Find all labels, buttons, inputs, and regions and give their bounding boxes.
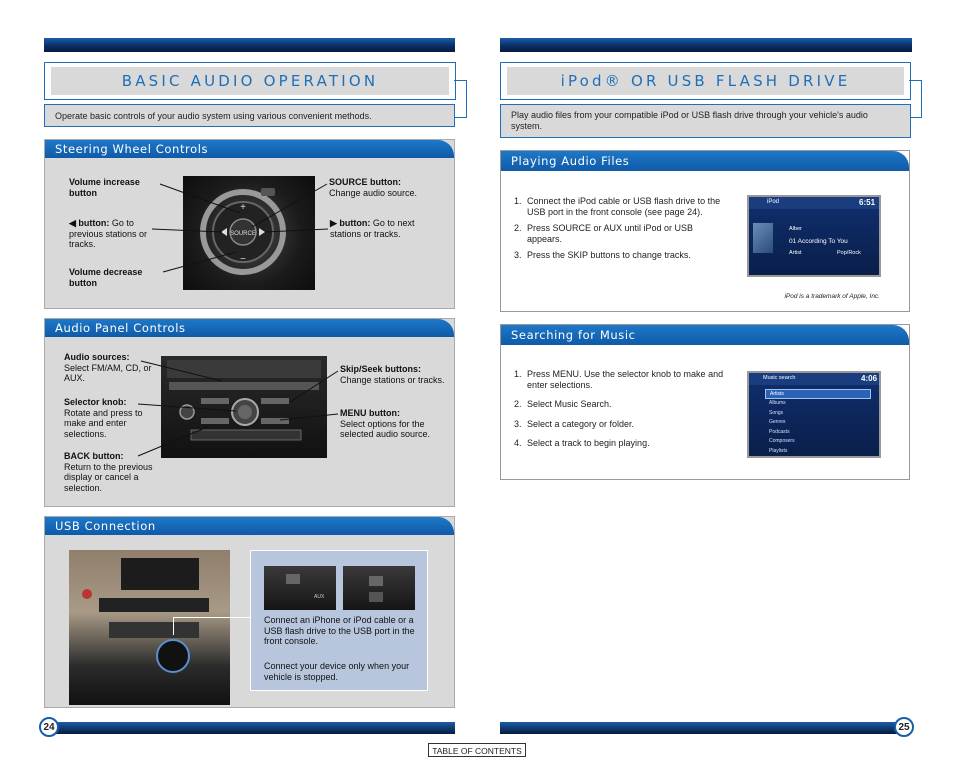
usb-text-2: Connect your device only when your vehicle is stopped.: [264, 661, 410, 682]
playing-step: 3. Press the SKIP buttons to change tracks.: [524, 250, 730, 261]
usb-tab: USB Connection: [45, 517, 454, 535]
sources-label: Audio sources:: [64, 352, 130, 362]
menu-label: MENU button:: [340, 408, 400, 418]
svg-text:−: −: [240, 254, 246, 265]
aux-port-label: AUX: [314, 594, 325, 600]
music-search-item[interactable]: Podcasts: [769, 428, 790, 435]
next-label: ▶ button:: [330, 218, 371, 228]
right-title-box: [500, 62, 911, 100]
usb-callout-line: [173, 617, 250, 618]
searching-tab: Searching for Music: [501, 325, 909, 345]
back-label: BACK button:: [64, 451, 124, 461]
music-search-item[interactable]: Composers: [769, 438, 795, 444]
searching-steps-list: [500, 369, 730, 449]
music-search-item[interactable]: Playlists: [769, 447, 788, 454]
left-page-number: 24: [39, 717, 59, 737]
right-top-bar: [500, 38, 912, 52]
sources-desc: Select FM/AM, CD, or AUX.: [64, 362, 152, 383]
source-label: SOURCE button:: [329, 177, 401, 187]
skip-label: Skip/Seek buttons:: [340, 364, 422, 374]
music-search-list: [765, 389, 871, 456]
vol-up-label: Volume increase button: [69, 177, 140, 198]
ipod-row-2: 01 According To You: [789, 238, 848, 245]
music-search-screen: [747, 371, 881, 458]
ipod-source: iPod: [767, 199, 780, 205]
playing-steps: [500, 196, 730, 267]
playing-step: 2. Press SOURCE or AUX until iPod or USB appears.: [524, 223, 730, 244]
music-search-time: 4:06: [861, 374, 878, 383]
searching-step: 4. Select a track to begin playing.: [524, 438, 730, 449]
music-search-item-selected[interactable]: Artists: [765, 389, 871, 399]
vol-down-label: Volume decrease button: [69, 267, 143, 288]
skip-desc: Change stations or tracks.: [340, 374, 445, 385]
ipod-trademark: iPod is a trademark of Apple, Inc.: [784, 293, 880, 300]
knob-label: Selector knob:: [64, 397, 127, 407]
music-search-item[interactable]: Genres: [769, 419, 786, 425]
back-desc: Return to the previous display or cancel a selection.: [64, 461, 153, 493]
left-intro: Operate basic controls of your audio system using various convenient methods.: [44, 104, 455, 127]
wheel-source-text: SOURCE: [230, 231, 256, 237]
svg-text:+: +: [240, 202, 246, 213]
menu-desc: Select options for the selected audio source.: [340, 418, 431, 439]
usb-port-photo-2: [343, 566, 415, 610]
ipod-time: 6:51: [859, 198, 876, 207]
right-page-number: 25: [894, 717, 914, 737]
playing-step: 1. Connect the iPod cable or USB flash drive to the USB port in the front console (see page 24).: [524, 196, 730, 217]
prev-label: ◀ button:: [69, 218, 110, 228]
usb-port-image-2: [343, 566, 415, 610]
usb-port-photo-1: [264, 566, 336, 610]
table-of-contents-button[interactable]: TABLE OF CONTENTS: [428, 743, 526, 757]
ipod-screen: [747, 195, 881, 277]
playing-tab: Playing Audio Files: [501, 151, 909, 171]
music-search-item[interactable]: Songs: [769, 409, 784, 416]
usb-callout-vertical: [173, 617, 174, 635]
usb-text-1: Connect an iPhone or iPod cable or a USB flash drive to the USB port in the front console.: [264, 615, 415, 646]
searching-steps: [500, 369, 730, 455]
console-image: [69, 550, 230, 705]
knob-desc: Rotate and press to make and enter selections.: [64, 407, 143, 439]
music-search-title: Music search: [763, 375, 796, 381]
usb-port-image-1: [264, 566, 336, 610]
next-desc: Go to next stations or tracks.: [330, 218, 415, 239]
right-page-title: iPod® OR USB FLASH DRIVE: [507, 67, 904, 95]
ipod-row-3: Artist: [789, 250, 802, 256]
left-page-title: BASIC AUDIO OPERATION: [51, 67, 449, 95]
left-bottom-bar: [44, 722, 455, 734]
console-photo: [69, 550, 230, 705]
playing-steps-list: [500, 196, 730, 261]
ipod-row-3b: Pop/Rock: [837, 250, 861, 256]
searching-step: 2. Select Music Search.: [524, 399, 730, 410]
steering-tab: Steering Wheel Controls: [45, 140, 454, 158]
prev-desc: Go to previous stations or tracks.: [69, 218, 148, 249]
right-bottom-bar: [500, 722, 910, 734]
ipod-row-1: Alber: [789, 226, 802, 232]
source-desc: Change audio source.: [329, 187, 418, 198]
ipod-album-art: [753, 223, 773, 253]
searching-step: 3. Select a category or folder.: [524, 419, 730, 430]
right-intro: Play audio files from your compatible iPod or USB flash drive through your vehicle's audio system.: [500, 104, 911, 138]
music-search-item[interactable]: Albums: [769, 400, 786, 406]
audio-panel-tab: Audio Panel Controls: [45, 319, 454, 337]
searching-step: 1. Press MENU. Use the selector knob to make and enter selections.: [524, 369, 730, 390]
usb-info-box: [250, 550, 428, 691]
